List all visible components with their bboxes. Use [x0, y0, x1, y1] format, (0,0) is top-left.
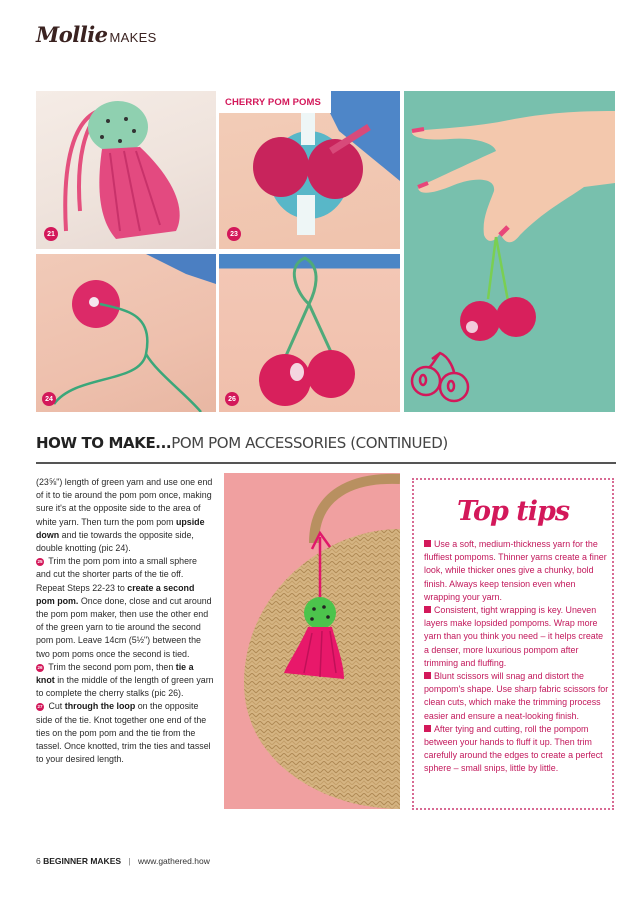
tip-item: Blunt scissors will snag and distort the pompom's shape. Use sharp fabric scissors for clean cuts, which make the trimming process easier and ensure a neat-looking finish.	[424, 671, 609, 721]
tips-title: Top tips	[456, 496, 570, 527]
footer-url[interactable]: www.gathered.how	[138, 856, 210, 866]
photo-step-23	[219, 91, 400, 249]
step-badge-26: 26	[225, 392, 239, 406]
photo-hand-cherries	[404, 91, 615, 412]
cherry-pom-poms-illustration	[219, 254, 400, 412]
step-badge-21: 21	[44, 227, 58, 241]
section-label: CHERRY POM POMS	[219, 91, 331, 113]
photo-straw-basket	[224, 473, 400, 809]
bullet-square-icon	[424, 540, 431, 547]
bullet-square-icon	[424, 606, 431, 613]
bullet-square-icon	[424, 672, 431, 679]
step-number-25: 25	[37, 558, 43, 564]
masthead-logo	[36, 22, 157, 47]
tip-item: After tying and cutting, roll the pompom between your hands to fluff it up. Then trim carefully around the edges to create a perfect sphere – small snips, little by little.	[424, 723, 603, 774]
page-footer	[36, 856, 210, 866]
tip-item: Use a soft, medium-thickness yarn for the fluffiest pompoms. Thinner yarns create a finer look, while thicker ones give a chunky, bold finish. Always keep tension even when wrapping your yarn.	[424, 539, 607, 602]
cherry-icon	[412, 353, 468, 401]
page-number: 6	[36, 856, 41, 866]
photo-step-26	[219, 254, 400, 412]
instruction-paragraph: (23⅝") length of green yarn and use one end of it to tie around the pom pom once, making sure it's at the opposite side to the area of white yarn. Then turn the pom pom upside down and tie towards the opposite side, double knotting (pic 24).	[36, 477, 213, 554]
photo-step-21	[36, 91, 216, 249]
bullet-square-icon	[424, 725, 431, 732]
footer-separator: |	[128, 856, 131, 866]
tassel-illustration	[36, 91, 216, 249]
hand-holding-cherries-illustration	[404, 91, 615, 412]
tip-item: Consistent, tight wrapping is key. Uneven layers make lopsided pompoms. Wrap more yarn than you think you need – it helps create a denser, more luxurious pompom after trimming and fluffing.	[424, 605, 604, 668]
step-number-26: 26	[37, 664, 43, 670]
section-heading	[36, 434, 448, 452]
step-number-27: 27	[37, 704, 43, 710]
magazine-name: BEGINNER MAKES	[43, 856, 122, 866]
instruction-step-26: 26 Trim the second pom pom, then tie a knot in the middle of the length of green yarn to complete the cherry stalks (pic 26).	[36, 661, 214, 699]
instruction-step-25: 25 Trim the pom pom into a small sphere and cut the shorter parts of the tie off. Repeat Steps 22-23 to create a second pom pom. Once done, close and cut around the pom pom maker, then use the other end of the green yarn to tie around the second pom pom. Leave 14cm (5½") between the two pom poms once the second is tied.	[36, 556, 212, 659]
instruction-step-27: 27 Cut through the loop on the opposite side of the tie. Knot together one end of the ties on the pom pom and the tie from the tassel. Once knotted, trim the ties and tassel to your desired length.	[36, 701, 211, 765]
instructions-column	[36, 476, 214, 766]
heading-light: POM POM ACCESSORIES (CONTINUED)	[171, 434, 448, 452]
logo-suffix: MAKES	[109, 30, 157, 45]
tips-list	[424, 538, 610, 776]
photo-step-24	[36, 254, 216, 412]
section-divider	[36, 462, 616, 464]
step-badge-24: 24	[42, 392, 56, 406]
top-tips-box	[412, 478, 614, 810]
straw-bag-illustration	[224, 473, 400, 809]
step-badge-23: 23	[227, 227, 241, 241]
heading-bold: HOW TO MAKE...	[36, 434, 172, 452]
pom-pom-green-yarn-illustration	[36, 254, 216, 412]
logo-script: Mollie	[36, 22, 108, 47]
pom-pom-maker-illustration	[219, 91, 400, 249]
